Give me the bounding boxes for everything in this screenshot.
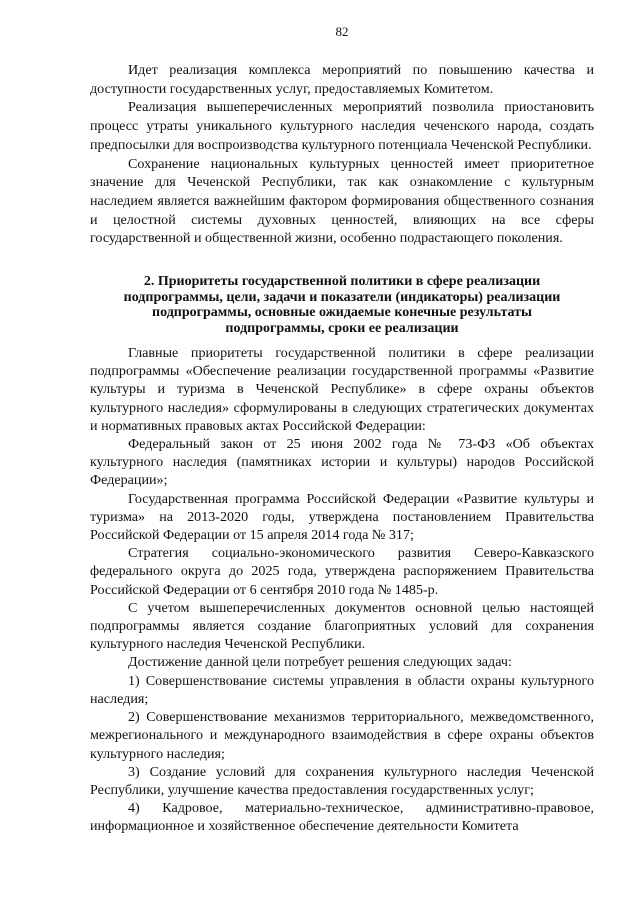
intro-paragraph-1: Идет реализация комплекса мероприятий по повышению качества и доступности государственных услуг, предоставляемых Комитетом. <box>90 62 594 97</box>
tasks-intro-paragraph: Достижение данной цели потребует решения следующих задач: <box>128 654 512 671</box>
task-item-4: 4) Кадровое, материально-техническое, административно-правовое, информационное и хозяйственное обеспечение деятельности Комитета <box>90 800 594 835</box>
page-body <box>90 61 594 836</box>
task-item-3: 3) Создание условий для сохранения культурного наследия Чеченской Республики, улучшение качества предоставления государственных услуг; <box>90 763 594 798</box>
section-2-body <box>90 344 594 835</box>
heading-line-1: 2. Приоритеты государственной политики в сфере реализации <box>143 274 541 290</box>
section-heading <box>90 274 594 336</box>
priorities-paragraph: Главные приоритеты государственной политики в сфере реализации подпрограммы «Обеспечение реализации государственной программы «Развитие культуры и туризма в Чеченской Республике» в сфере охраны объектов культурного наследия» сформулированы в следующих стратегических документах и нормативных правовых актах Российской Федерации: <box>90 345 594 434</box>
task-item-1: 1) Совершенствование системы управления в области охраны культурного наследия; <box>90 672 594 707</box>
heading-line-3: подпрограммы, основные ожидаемые конечные результаты <box>152 305 532 321</box>
intro-paragraph-3: Сохранение национальных культурных ценностей имеет приоритетное значение для Чеченской Республики, так как ознакомление с культурным наследием является важнейшим фактором формирования общественного сознания и целостной системы духовных ценностей, влияющих на все сферы государственной и общественной жизни, особенно подрастающего поколения. <box>90 155 594 247</box>
heading-line-2: подпрограммы, цели, задачи и показатели (индикаторы) реализации <box>123 289 561 305</box>
state-program-paragraph: Государственная программа Российской Федерации «Развитие культуры и туризма» на 2013-2020 годы, утверждена постановлением Правительства Российской Федерации от 15 апреля 2014 года № 317; <box>90 490 594 544</box>
strategy-paragraph: Стратегия социально-экономического развития Северо-Кавказского федерального округа до 2025 года, утверждена распоряжением Правительства Российской Федерации от 6 сентября 2010 года № 1485-р. <box>90 545 594 598</box>
task-item-2: 2) Совершенствование механизмов территориального, межведомственного, межрегионального и международного взаимодействия в сфере охраны объектов культурного наследия; <box>90 709 594 762</box>
page-number: 82 <box>335 24 349 39</box>
intro-section <box>90 61 594 248</box>
intro-paragraph-2: Реализация вышеперечисленных мероприятий позволила приостановить процесс утраты уникального культурного наследия чеченского народа, создать предпосылки для воспроизводства культурного потенциала Чеченской Республики. <box>90 99 594 153</box>
federal-law-paragraph: Федеральный закон от 25 июня 2002 года № 73-ФЗ «Об объектах культурного наследия (памятниках истории и культуры) народов Российской Федерации»; <box>90 436 594 489</box>
heading-line-4: подпрограммы, сроки ее реализации <box>225 320 459 336</box>
goal-paragraph: С учетом вышеперечисленных документов основной целью настоящей подпрограммы является создание благоприятных условий для сохранения культурного наследия Чеченской Республики. <box>90 599 594 653</box>
